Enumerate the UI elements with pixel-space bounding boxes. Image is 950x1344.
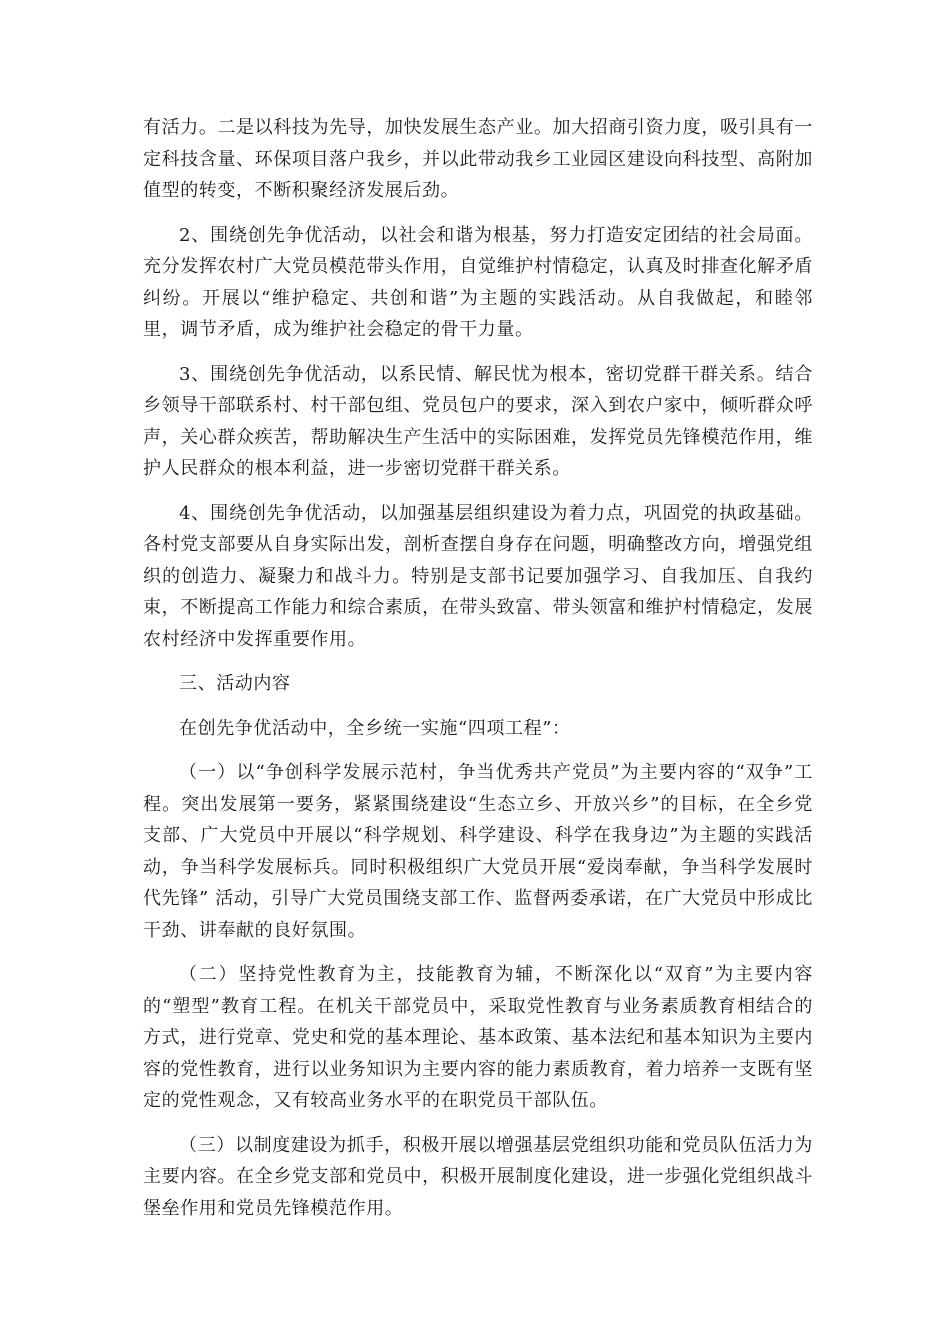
paragraph-project-1: （一）以“争创科学发展示范村，争当优秀共产党员”为主要内容的“双争”工程。突出发展第一要务，紧紧围绕建设“生态立乡、开放兴乡”的目标，在全乡党支部、广大党员中开展以“科学规划、科学建设、科学在我身边”为主题的实践活动，争当科学发展标兵。同时积极组织广大党员开展“爱岗奉献，争当科学发展时代先锋” 活动，引导广大党员围绕支部工作、监督两委承诺，在广大党员中形成比干劲、讲奉献的良好氛围。 (143, 762, 813, 941)
section-heading-activity-content: 三、活动内容 (179, 673, 291, 694)
paragraph-four-projects-intro: 在创先争优活动中，全乡统一实施“四项工程”： (179, 717, 571, 739)
paragraph-continuation: 有活力。二是以科技为先导，加快发展生态产业。加大招商引资力度，吸引具有一定科技含量、环保项目落户我乡，并以此带动我乡工业园区建设向科技型、高附加值型的转变，不断积聚经济发展后劲。 (143, 117, 813, 201)
paragraph-item-2: 2、围绕创先争优活动，以社会和谐为根基，努力打造安定团结的社会局面。充分发挥农村广大党员模范带头作用，自觉维护村情稳定，认真及时排查化解矛盾纠纷。开展以“维护稳定、共创和谐”为主题的实践活动。从自我做起，和睦邻里，调节矛盾，成为维护社会稳定的骨干力量。 (143, 224, 813, 340)
document-body (143, 112, 813, 1237)
paragraph-item-3: 3、围绕创先争优活动，以系民情、解民忧为根本，密切党群干群关系。结合乡领导干部联系村、村干部包组、党员包户的要求，深入到农户家中，倾听群众呼声，关心群众疾苦，帮助解决生产生活中的实际困难，发挥党员先锋模范作用，维护人民群众的根本利益，进一步密切党群干群关系。 (143, 363, 813, 479)
paragraph-project-3: （三）以制度建设为抓手，积极开展以增强基层党组织功能和党员队伍活力为主要内容。在全乡党支部和党员中，积极开展制度化建设，进一步强化党组织战斗堡垒作用和党员先锋模范作用。 (143, 1134, 813, 1219)
paragraph-item-4: 4、围绕创先争优活动，以加强基层组织建设为着力点，巩固党的执政基础。各村党支部要从自身实际出发，剖析查摆自身存在问题，明确整改方向，增强党组织的创造力、凝聚力和战斗力。特别是支部书记要加强学习、自我加压、自我约束，不断提高工作能力和综合素质，在带头致富、带头领富和维护村情稳定，发展农村经济中发挥重要作用。 (143, 502, 813, 650)
paragraph-project-2: （二）坚持党性教育为主，技能教育为辅，不断深化以“双育”为主要内容的“塑型”教育工程。在机关干部党员中，采取党性教育与业务素质教育相结合的方式，进行党章、党史和党的基本理论、基本政策、基本法纪和基本知识为主要内容的党性教育，进行以业务知识为主要内容的能力素质教育，着力培养一支既有坚定的党性观念，又有较高业务水平的在职党员干部队伍。 (143, 964, 813, 1111)
